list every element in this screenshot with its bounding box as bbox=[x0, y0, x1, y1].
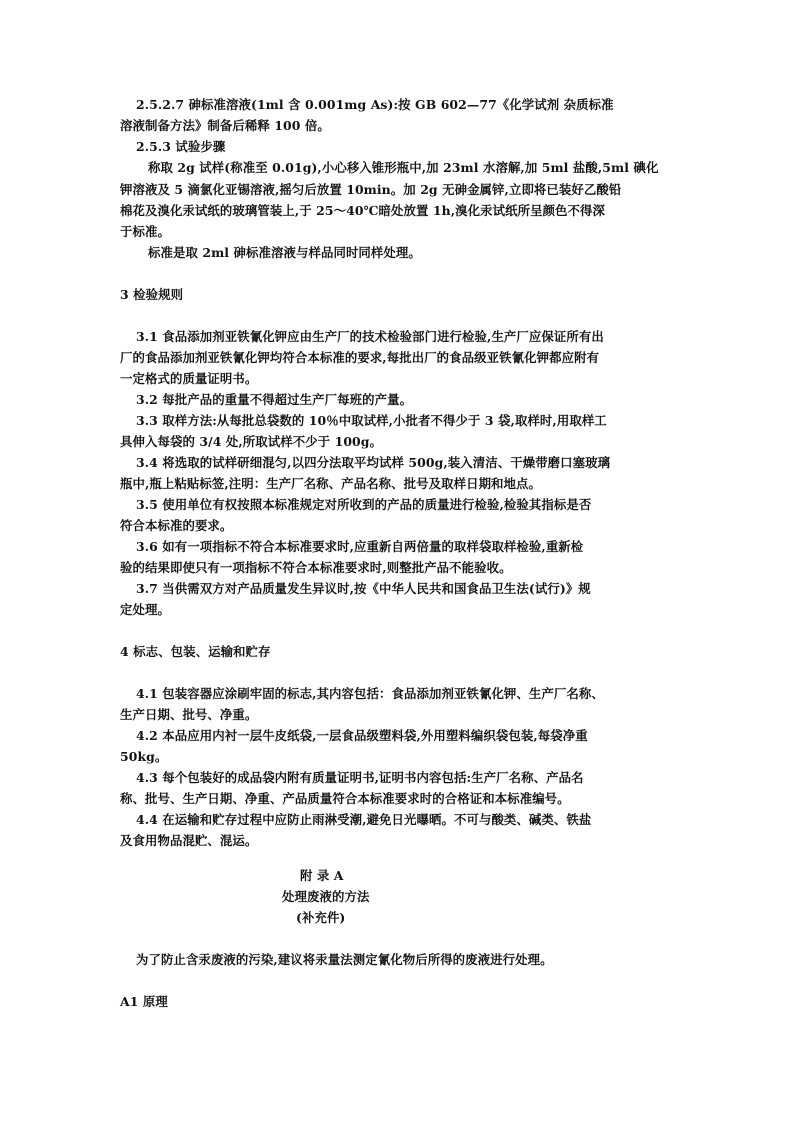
paragraph-3-4-line2: 瓶中,瓶上粘贴标签,注明：生产厂名称、产品名称、批号及取样日期和地点。 bbox=[120, 476, 542, 491]
section-heading-2-5-3: 2.5.3 试验步骤 bbox=[136, 139, 226, 154]
paragraph-3-5-line1: 3.5 使用单位有权按照本标准规定对所收到的产品的质量进行检验,检验其指标是否 bbox=[136, 497, 592, 512]
paragraph-3-1-line1: 3.1 食品添加剂亚铁氰化钾应由生产厂的技术检验部门进行检验,生产厂应保证所有出 bbox=[136, 329, 604, 344]
paragraph-4-2-line2: 50kg。 bbox=[120, 749, 168, 764]
paragraph-4-2-line1: 4.2 本品应用内衬一层牛皮纸袋,一层食品级塑料袋,外用塑料编织袋包装,每袋净重 bbox=[136, 728, 588, 743]
paragraph-4-3-line1: 4.3 每个包装好的成品袋内附有质量证明书,证明书内容包括:生产厂名称、产品名 bbox=[136, 770, 584, 785]
paragraph-2-5-3-line3: 棉花及溴化汞试纸的玻璃管装上,于 25～40℃暗处放置 1h,溴化汞试纸所呈颜色不得深 bbox=[120, 203, 606, 218]
paragraph-2-5-2-7-line1: 2.5.2.7 砷标准溶液(1ml 含 0.001mg As):按 GB 602—77《化学试剂 杂质标准 bbox=[136, 97, 614, 112]
paragraph-3-6-line1: 3.6 如有一项指标不符合本标准要求时,应重新自两倍量的取样袋取样检验,重新检 bbox=[136, 539, 584, 554]
paragraph-3-3-line1: 3.3 取样方法:从每批总袋数的 10％中取试样,小批者不得少于 3 袋,取样时,用取样工 bbox=[136, 413, 607, 428]
section-heading-4: 4 标志、包装、运输和贮存 bbox=[120, 644, 271, 659]
paragraph-3-1-line3: 一定格式的质量证明书。 bbox=[120, 371, 258, 386]
paragraph-3-1-line2: 厂的食品添加剂亚铁氰化钾均符合本标准的要求,每批出厂的食品级亚铁氰化钾都应附有 bbox=[120, 350, 600, 365]
paragraph-3-3-line2: 具伸入每袋的 3/4 处,所取试样不少于 100g。 bbox=[120, 434, 383, 449]
paragraph-3-7-line2: 定处理。 bbox=[120, 602, 170, 617]
paragraph-3-2: 3.2 每批产品的重量不得超过生产厂每班的产量。 bbox=[136, 392, 413, 407]
paragraph-4-3-line2: 称、批号、生产日期、净重、产品质量符合本标准要求时的合格证和本标准编号。 bbox=[120, 791, 570, 806]
paragraph-2-5-3-line2: 钾溶液及 5 滴氯化亚锡溶液,摇匀后放置 10min。加 2g 无砷金属锌,立即将已装好乙酸铅 bbox=[120, 182, 622, 197]
paragraph-3-6-line2: 验的结果即使只有一项指标不符合本标准要求时,则整批产品不能验收。 bbox=[120, 560, 512, 575]
paragraph-4-4-line2: 及食用物品混贮、混运。 bbox=[120, 833, 258, 848]
paragraph-2-5-2-7-line2: 溶液制备方法》制备后稀释 100 倍。 bbox=[120, 118, 330, 133]
appendix-subtitle: (补充件) bbox=[296, 910, 346, 925]
paragraph-4-1-line1: 4.1 包装容器应涂刷牢固的标志,其内容包括：食品添加剂亚铁氰化钾、生产厂名称、 bbox=[136, 686, 604, 701]
section-heading-3: 3 检验规则 bbox=[120, 287, 184, 302]
appendix-a1-heading: A1 原理 bbox=[120, 994, 168, 1009]
paragraph-2-5-3-line4: 于标准。 bbox=[120, 224, 170, 239]
appendix-intro: 为了防止含汞废液的污染,建议将汞量法测定氰化物后所得的废液进行处理。 bbox=[136, 952, 553, 967]
paragraph-3-7-line1: 3.7 当供需双方对产品质量发生异议时,按《中华人民共和国食品卫生法(试行)》规 bbox=[136, 581, 591, 596]
paragraph-2-5-3-line5: 标准是取 2ml 砷标准溶液与样品同时同样处理。 bbox=[148, 245, 421, 260]
paragraph-2-5-3-line1: 称取 2g 试样(称准至 0.01g),小心移入锥形瓶中,加 23ml 水溶解,加 5ml 盐酸,5ml 碘化 bbox=[148, 160, 659, 175]
paragraph-4-1-line2: 生产日期、批号、净重。 bbox=[120, 707, 258, 722]
paragraph-3-5-line2: 符合本标准的要求。 bbox=[120, 518, 233, 533]
paragraph-3-4-line1: 3.4 将选取的试样研细混匀,以四分法取平均试样 500g,装入清洁、干燥带磨口塞玻璃 bbox=[136, 455, 611, 470]
appendix-title: 处理废液的方法 bbox=[282, 889, 370, 904]
appendix-label: 附 录 A bbox=[300, 868, 344, 883]
paragraph-4-4-line1: 4.4 在运输和贮存过程中应防止雨淋受潮,避免日光曝晒。不可与酸类、碱类、铁盐 bbox=[136, 812, 592, 827]
